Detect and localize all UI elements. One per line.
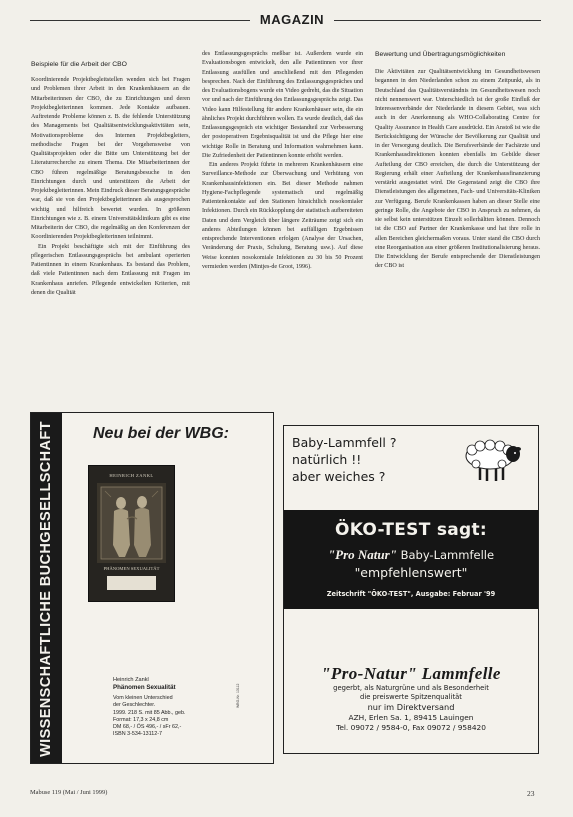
oekotest-verdict: "empfehlenswert": [354, 565, 468, 580]
article-paragraph: Die Aktivitäten zur Qualitätsentwicklung im Gesundheitswesen begannen in den Niederlanden schon zu einem Zeitpunkt, als in Deutschland das Qualitätsverständnis im Gesundheitswesen noch nicht nennenswert war. Unterschiedlich ist der große Einfluß der Interessenverbände der Niederlande in diesem Gebiet, was sich auch in der Anerkennung als WHO-Collaborating Centre for Quality Assurance in Health Care ausdrückt. Ein Anstoß ist wie die Berücksichtigung der Wünsche der Bevölkerung zur Qualität und in der Versorgung deutlich. Die Berufsverbände der Fachärzte und Krankenhausdirektionen konnten ebenfalls im Gebilde dieser Aufteilung der CBO erreichen, die durch die Unterstützung der Regierung erhält einer Aufteilung der Krankenhausfinanzierung verstärkt ausgestattet wird. Die Gegenstand zeigt die CBO ihre Dienstleistungen des allgemeinen, Fach- und Universitäts-Kliniken zur Verfügung. Berufe Krankenkassen haben an dieser Stelle eine geringe Rolle, die Angebote der CBO in Anspruch zu nehmen, da sie selbst kein unterstützen Einzelt sollerhältten können. Dennoch ist die CBO auf Partner der Krankenkasse und hat ihre rolle in allen Bereichen gleichermaßen voraus. Unter stand die CBO durch eine Reorganisation aus einer größeren Institutionalisierung heraus. Die Entwicklung der Berufe entsprechende der Dienstleistungen der CBO ist: [375, 69, 540, 270]
wbg-book-advertisement: [30, 412, 274, 764]
book-detail-line: DM 68,- / ÖS 496,- / sFr 62,-: [113, 724, 182, 731]
pronatur-description-line: gegerbt, als Naturgrüne und als Besonderheit: [333, 684, 489, 692]
book-detail-line: der Geschlechter.: [113, 702, 156, 709]
wbg-order-code: WBG-Nr. 13112: [236, 683, 240, 708]
wbg-publisher-name: WISSENSCHAFTLICHE BUCHGESELLSCHAFT: [38, 421, 54, 757]
issue-footer: Mabuse 119 (Mai / Juni 1999): [30, 789, 108, 796]
article-paragraph: des Entlassungsgesprächs meßbar ist. Außerdem wurde ein Evaluationsbogen entwickelt, den alle Patientinnen vor ihrer Entlassung ausfüllen und anschließend mit den Pflegenden besprechen. Nach der Einführung des Entlassungsgespräches und des Evaluationsbogens wurde ein Video gedreht, das die Situation vor und nach der Einführung des Entlassungsgesprächs zeigt. Das Video kann Hilfestellung für andere Krankenhäuser sein, die ein ähnliches Projekt durchführen wollen. Es wurde deutlich, daß das Entlassungsgespräch ein wichtiger Bestandteil zur Verbesserung der postoperativen Ergebnisqualität ist und die Pflege hier eine wichtige Rolle in Beratung und Information wahrnehmen kann. Die Zufriedenheit der Patientinnen konnte erhöht werden.: [202, 51, 363, 159]
wbg-spine-band: [31, 413, 62, 763]
article-paragraph: Ein Projekt beschäftigte sich mit der Einführung des pflegerischen Entlassungsgesprächs bei ambulant operierten Patientinnen in einem Krankenhaus. Es bestand das Problem, daß viele Patientinnen nach dem Entlassung mit Fragen im Krankenhaus anriefen. Pflegende entwickelten Kriterien, mit denen die Qualität: [31, 243, 190, 296]
oekotest-source: Zeitschrift "ÖKO-TEST", Ausgabe: Februar '99: [326, 590, 496, 598]
book-detail-line: Format: 17,3 x 24,8 cm: [113, 716, 169, 723]
magazine-section-title: MAGAZIN: [259, 12, 325, 27]
sheep-illustration: [456, 434, 524, 484]
pronatur-brand-name: "Pro-Natur" Lammfelle: [321, 664, 501, 683]
header-rule-left: [30, 20, 250, 21]
oekotest-panel: [284, 510, 538, 609]
pronatur-headline-line: natürlich !!: [292, 452, 362, 467]
pronatur-lambskin-advertisement: [283, 425, 539, 754]
book-detail-line: Vom kleinen Unterschied: [113, 695, 173, 702]
header-rule-right: [334, 20, 541, 21]
pronatur-headline-line: Baby-Lammfell ?: [292, 435, 397, 450]
oekotest-quote-product: Baby-Lammfelle: [396, 548, 495, 562]
book-cover-label-box: [107, 576, 156, 590]
pronatur-phone: Tel. 09072 / 9584-0, Fax 09072 / 958420: [336, 722, 486, 732]
pronatur-headline-line: aber weiches ?: [292, 469, 386, 484]
pronatur-direct-sales: nur im Direktversand: [367, 702, 455, 712]
section-heading-bewertung: Bewertung und Übertragungsmöglichkeiten: [375, 51, 506, 58]
page-number: 23: [527, 789, 535, 798]
article-paragraph: Koordinierende Projektbegleitstellen wenden sich bei Fragen und Problemen ihrer Arbeit in den Krankenhäusern an die Mitarbeiterinnen der CBO, die zu Einrichtungen und deren Projektbegleiterinnen kommen. Jede Kontakte aufbauen. Auftretende Probleme können z. B. die fehlende Unterstützung des Managements bei Qualitätsentwicklungsaktivitäten sein, Motivationsprobleme des Internen Projektbegleiters, methodische Fragen bei der Vorgehensweise von Qualitätsprojekten oder die Bitte um Unterstützung bei der Literaturrecherche zu einem Thema. Die Mitarbeiterinnen der CBO führen regelmäßige Beratungsbesuche in den Einrichtungen durch und unterstützen die Arbeit der Projektbegleiterinnen. Mein Eindruck dieser Beratungsgespräche war, daß sie von den Projektbegleiterinnen als ausgesprochen wichtig und hilfreich bewertet wurden. In größeren Einrichtungen wie z. B. einem Universitätsklinikum gibt es eine Mitarbeiterin der CBO, die regelmäßig an den Konferenzen der Koordinierenden Projektbegleiterinnen teilnimmt.: [31, 77, 190, 241]
pronatur-headline: [292, 434, 396, 485]
oekotest-title: ÖKO-TEST sagt:: [334, 520, 488, 540]
book-detail-line: ISBN 3-534-13112-7: [113, 731, 163, 738]
book-cover-title: PHÄNOMEN SEXUALITÄT: [103, 566, 160, 571]
book-title: Phänomen Sexualität: [113, 684, 176, 692]
book-cover-artwork: [97, 483, 166, 563]
article-column-3: [375, 50, 540, 272]
pronatur-contact-block: [284, 664, 538, 732]
book-author: Heinrich Zankl: [113, 677, 149, 683]
wbg-headline: Neu bei der WBG:: [93, 425, 230, 442]
book-cover-image: [88, 465, 175, 602]
book-cover-author: HEINRICH ZANKL: [109, 473, 154, 478]
article-column-1: [31, 60, 190, 298]
article-column-2: [202, 50, 363, 272]
pronatur-description-line: die preiswerte Spitzenqualität: [360, 693, 462, 701]
book-detail-line: 1999. 218 S. mit 85 Abb., geb.: [113, 709, 186, 716]
pronatur-address: AZH, Erlen Sa. 1, 89415 Lauingen: [348, 713, 474, 722]
oekotest-quote-brand: "Pro Natur": [327, 547, 397, 562]
oekotest-quote-line: [284, 547, 538, 563]
article-paragraph: Ein anderes Projekt führte in mehreren Krankenhäusern eine Surveillance-Methode zur Überwachung und Verhütung von Krankenhausinfektionen ein. Bei dieser Methode nahmen Hygiene-Fachpflegende systematisch und regelmäßig Patientenkontakte auf den Stationen hinsichtlich nosokomialer Infektionen. Durch ein Rückkopplung der statistisch aufbereiteten Daten und dem Vergleich über längere Zeiträume zeigt sich ein anderes Abteilungen können bei auffälligen Ergebnissen entsprechende Interventionen erfolgen (Analyse der Ursachen, Veränderung der Praxis, Schulung, Beratung usw.). Auf diese Weise konnten nosokomiale Infektionen zu 30 bis 50 Prozent vermieden werden (Mintjes-de Groot, 1996).: [202, 162, 363, 270]
book-details: [113, 677, 213, 738]
section-heading-cbo: Beispiele für die Arbeit der CBO: [31, 61, 127, 68]
